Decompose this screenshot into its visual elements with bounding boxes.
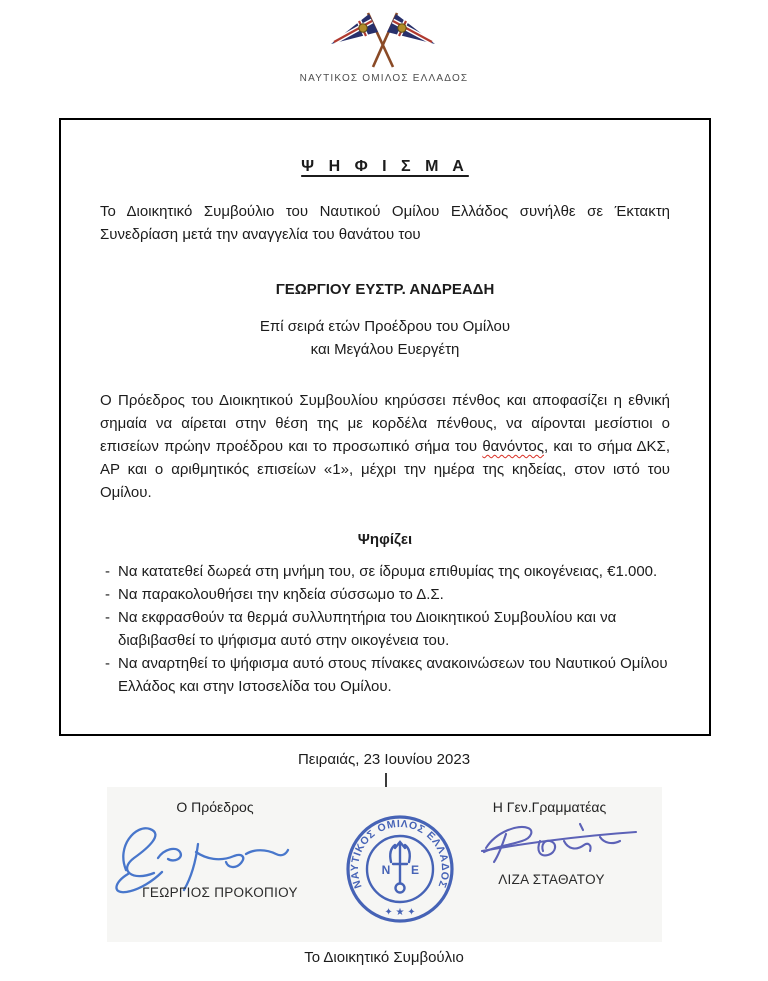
stamp-monogram-left: Ν [381, 863, 391, 877]
list-dash-marker: - [105, 586, 110, 603]
secretary-name: ΛΙΖΑ ΣΤΑΘΑΤΟΥ [498, 872, 605, 887]
stamp-circular-text: ΝΑΥΤΙΚΟΣ ΟΜΙΛΟΣ ΕΛΛΑΔΟΣ [348, 817, 452, 890]
stamp-trident-icon [390, 842, 410, 893]
president-label: Ο Πρόεδρος [176, 799, 254, 815]
vote-item [105, 606, 670, 652]
vote-item [105, 583, 670, 606]
list-dash-marker: - [105, 655, 110, 672]
right-pennant-icon [387, 14, 435, 44]
place-and-date: Πειραιάς, 23 Ιουνίου 2023 [297, 751, 471, 768]
stamp-monogram-right: Ε [410, 863, 420, 877]
club-logo-crossed-pennants-icon [325, 10, 443, 68]
vote-item-text: Να παρακολουθήσει την κηδεία σύσσωμο το Δ.Σ. [118, 586, 444, 603]
resolution-box [59, 118, 711, 736]
mourning-text-after: , και το σήμα ΔΚΣ, ΑΡ και ο αριθμητικός επισείων «1», μέχρι την ημέρα της κηδείας, στον ιστό του Ομίλου. [100, 438, 670, 501]
footer-board-line: Το Διοικητικό Συμβούλιο [304, 949, 464, 966]
vote-item-text: Να εκφρασθούν τα θερμά συλλυπητήρια του Διοικητικού Συμβουλίου και να διαβιβασθεί το ψήφισμα αυτό στην οικογένεια του. [118, 609, 617, 649]
vote-item [105, 560, 670, 583]
intro-paragraph: Το Διοικητικό Συμβούλιο του Ναυτικού Ομίλου Ελλάδος συνήλθε σε Έκτακτη Συνεδρίαση μετά την αναγγελία του θανάτου του [100, 203, 670, 243]
deceased-name: ΓΕΩΡΓΙΟΥ ΕΥΣΤΡ. ΑΝΔΡΕΑΔΗ [275, 281, 495, 298]
left-pennant-icon [331, 14, 378, 44]
deceased-title-line-2: και Μεγάλου Ευεργέτη [310, 341, 460, 358]
club-name-header: ΝΑΥΤΙΚΟΣ ΟΜΙΛΟΣ ΕΛΛΑΔΟΣ [299, 73, 469, 84]
spellchecked-word: θανόντος [482, 438, 544, 455]
list-dash-marker: - [105, 563, 110, 580]
vote-item-text: Να κατατεθεί δωρεά στη μνήμη του, σε ίδρυμα επιθυμίας της οικογένειας, €1.000. [118, 563, 658, 580]
secretary-signature [476, 814, 644, 866]
vote-item [105, 652, 670, 698]
votes-list [105, 560, 670, 698]
mourning-paragraph [100, 389, 670, 504]
vote-item-text: Να αναρτηθεί το ψήφισμα αυτό στους πίνακες ανακοινώσεων του Ναυτικού Ομίλου Ελλάδος και στην Ιστοσελίδα του Ομίλου. [118, 655, 668, 695]
resolution-title: Ψ Η Φ Ι Σ Μ Α [301, 158, 469, 175]
stamp-stars: ✦ ★ ✦ [384, 907, 416, 918]
secretary-label: Η Γεν.Γραμματέας [492, 799, 607, 815]
list-dash-marker: - [105, 609, 110, 626]
club-round-stamp [341, 802, 459, 936]
deceased-title-line-1: Επί σειρά ετών Προέδρου του Ομίλου [259, 318, 511, 335]
mourning-text-before: Ο Πρόεδρος του Διοικητικού Συμβουλίου κηρύσσει πένθος και αποφασίζει η εθνική σημαία να αίρεται στην θέση της με κορδέλα πένθους, να αίρονται μεσίστιοι ο επισείων πρώην προέδρου και το προσωπικό σήμα του [100, 392, 670, 455]
president-name: ΓΕΩΡΓΙΟΣ ΠΡΟΚΟΠΙΟΥ [142, 885, 298, 900]
votes-heading: Ψηφίζει [357, 531, 413, 548]
